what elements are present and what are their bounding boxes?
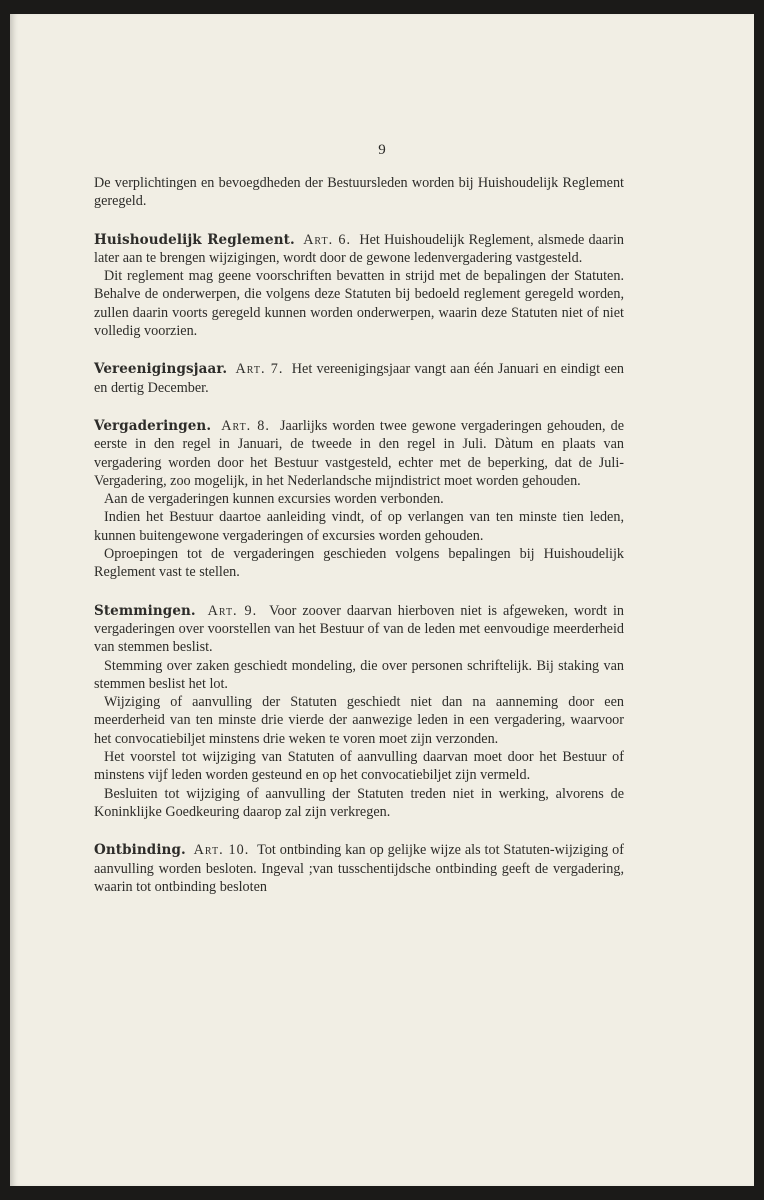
- article-number: Art. 7.: [235, 361, 284, 378]
- section-paragraph: Aan de vergaderingen kunnen excursies worden verbonden.: [104, 491, 444, 508]
- section-first-paragraph: [94, 360, 624, 397]
- section-paragraph: Oproepingen tot de vergaderingen geschieden volgens bepalingen bij Huishoudelijk Reglement vast te stellen.: [94, 546, 624, 581]
- section-art-8: [94, 417, 624, 582]
- page-content: [94, 174, 624, 896]
- section-paragraph: Het voorstel tot wijziging van Statuten of aanvulling daarvan moet door het Bestuur of minstens vijf leden worden gesteund en op het convocatiebiljet zijn vermeld.: [94, 749, 624, 784]
- section-first-text: Jaarlijks worden twee gewone vergaderingen gehouden, de eerste in den regel in Januari, de tweede in den regel in Juli. Dàtum en plaats van vergadering worden door het Bestuur vastgesteld, echter met de beperking, dat de Juli-Vergadering, zoo mogelijk, in het Nederlandsche mijndistrict moet worden gehouden.: [94, 417, 624, 489]
- section-heading: Ontbinding.: [94, 842, 186, 859]
- section-first-text: Het vereenigingsjaar vangt aan één Januari en eindigt een en dertig December.: [94, 361, 624, 396]
- section-heading: Vereenigingsjaar.: [94, 361, 228, 378]
- section-first-paragraph: [94, 417, 624, 490]
- section-paragraph: Indien het Bestuur daartoe aanleiding vindt, of op verlangen van ten minste tien leden, kunnen buitengewone vergaderingen of excursies worden gehouden.: [94, 509, 624, 544]
- section-paragraph: Wijziging of aanvulling der Statuten geschiedt niet dan na aanneming door een meerderheid van ten minste drie vierde der aanwezige leden in een vergadering, waarvoor het convocatiebiljet minstens drie weken te voren moet zijn verzonden.: [94, 694, 624, 747]
- intro-paragraph: De verplichtingen en bevoegdheden der Bestuursleden worden bij Huishoudelijk Reglement geregeld.: [94, 175, 624, 210]
- section-first-text: Tot ontbinding kan op gelijke wijze als tot Statuten-wijziging of aanvulling worden besloten. Ingeval ;van tusschentijdsche ontbinding geeft de vergadering, waarin tot ontbinding besloten: [94, 842, 624, 895]
- section-heading: Vergaderingen.: [94, 417, 212, 434]
- section-first-paragraph: [94, 602, 624, 657]
- section-paragraph: Stemming over zaken geschiedt mondeling, die over personen schriftelijk. Bij staking van stemmen beslist het lot.: [94, 657, 624, 692]
- section-heading: Stemmingen.: [94, 602, 196, 619]
- section-paragraph: Dit reglement mag geene voorschriften bevatten in strijd met de bepalingen der Statuten. Behalve de onderwerpen, die volgens deze Statuten bij bedoeld reglement geregeld worden, zullen daarin voorts geregeld kunnen worden onderwerpen, waarin deze Statuten niet of niet volledig voorzien.: [94, 268, 624, 340]
- article-number: Art. 10.: [193, 842, 250, 859]
- section-first-text: Het Huishoudelijk Reglement, alsmede daarin later aan te brengen wijzigingen, wordt door de gewone ledenvergadering vastgesteld.: [94, 231, 624, 266]
- section-art-9: [94, 602, 624, 822]
- article-number: Art. 6.: [303, 231, 351, 248]
- section-art-6: [94, 231, 624, 341]
- article-number: Art. 9.: [207, 602, 258, 619]
- section-heading: Huishoudelijk Reglement.: [94, 231, 295, 248]
- page-number: 9: [378, 142, 386, 158]
- section-first-paragraph: [94, 841, 624, 896]
- section-art-7: [94, 360, 624, 397]
- section-first-text: Voor zoover daarvan hierboven niet is afgeweken, wordt in vergaderingen over voorstellen van het Bestuur of van de leden met eenvoudige meerderheid van stemmen beslist.: [94, 602, 625, 656]
- intro-section: [94, 174, 624, 211]
- book-page: [10, 14, 754, 1186]
- section-art-10: [94, 841, 624, 896]
- section-first-paragraph: [94, 231, 624, 268]
- article-number: Art. 8.: [221, 417, 270, 434]
- section-paragraph: Besluiten tot wijziging of aanvulling der Statuten treden niet in werking, alvorens de Koninklijke Goedkeuring daarop zal zijn verkregen.: [94, 785, 624, 820]
